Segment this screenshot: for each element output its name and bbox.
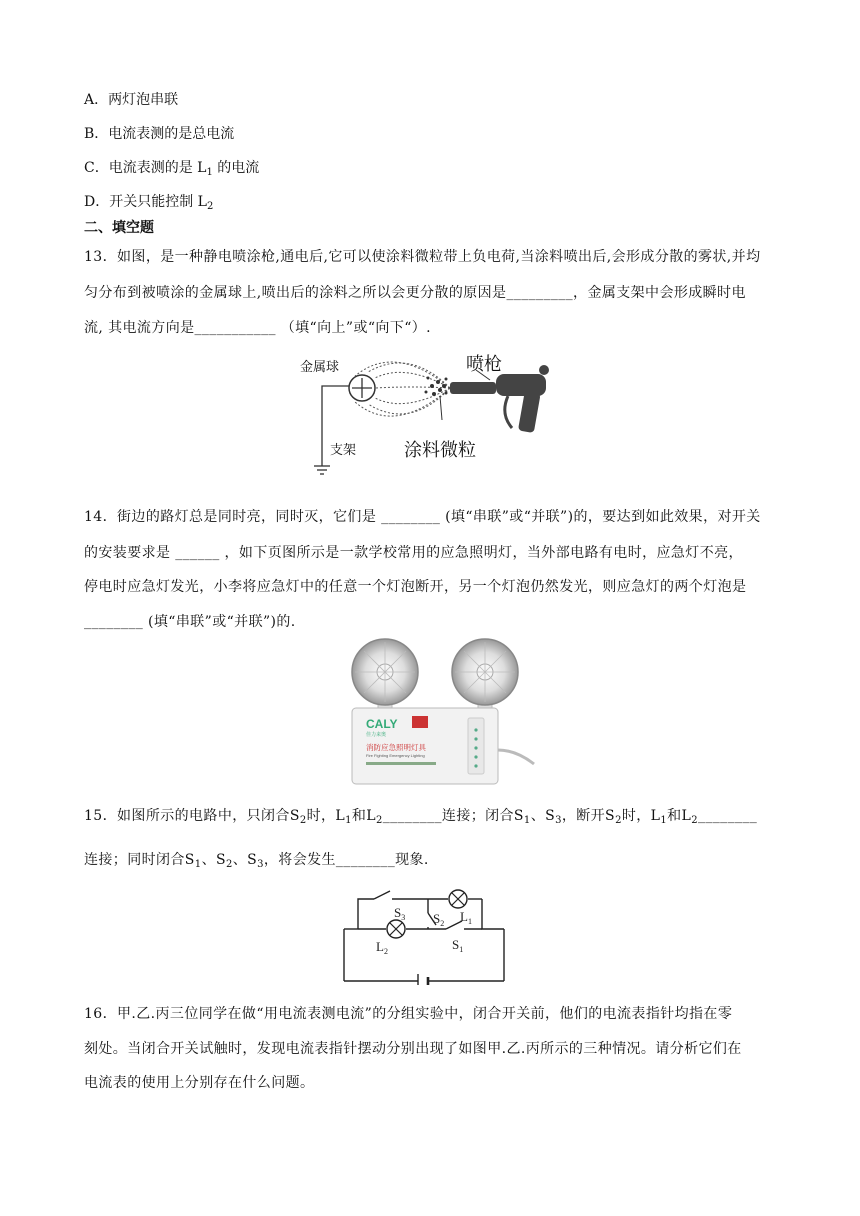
label-l2: $L_2$ — [376, 939, 388, 956]
lamp-right-icon — [452, 639, 518, 708]
q13-line-1: 13．如图，是一种静电喷涂枪,通电后,它可以使涂料微粒带上负电荷,当涂料喷出后,会形成分散的雾状,并均 — [84, 249, 761, 265]
q16-line-1: 16．甲.乙.丙三位同学在做“用电流表测电流”的分组实验中，闭合开关前，他们的电流表指针均指在零 — [84, 1006, 733, 1022]
q14-line-3: 停电时应急灯发光，小李将应急灯中的任意一个灯泡断开，另一个灯泡仍然发光，则应急灯的两个灯泡是 — [84, 579, 747, 595]
option-c: C．电流表测的是 $L_1$ 的电流 — [84, 160, 260, 178]
label-ball: 金属球 — [300, 359, 340, 374]
label-s1: $S_1$ — [452, 937, 464, 954]
lamp-l1-icon — [449, 890, 467, 908]
brand-logo-icon — [412, 716, 428, 728]
q14-line-1: 14．街边的路灯总是同时亮，同时灭，它们是 ________ (填“串联”或“并联”)的，要达到如此效果，对开关 — [84, 509, 761, 525]
q15-line-1: 15．如图所示的电路中，只闭合$S_2$时，$L_1$和$L_2\_\_\_\_\_\_\_\_$连接；闭合$S_1$、$S_3$，断开$S_2$时，$L_1$和$L_2\_\_\_\_\_\_\_\_$ — [84, 808, 758, 826]
emergency-light-figure — [338, 632, 538, 787]
light-subtitle: Fire Fighting Emergency Lighting — [366, 753, 425, 758]
option-d: D．开关只能控制 $L_2$ — [84, 194, 214, 212]
spray-gun-figure — [300, 348, 570, 493]
section-title: 二、填空题 — [84, 220, 154, 236]
label-s3: $S_3$ — [394, 905, 406, 922]
q13-line-2: 匀分布到被喷涂的金属球上,喷出后的涂料之所以会更分散的原因是_________，金属支架中会形成瞬时电 — [84, 285, 746, 301]
label-s2: $S_2$ — [433, 911, 445, 928]
brand-sub: 佳力来奥 — [366, 732, 387, 738]
label-particles: 涂料微粒 — [404, 440, 476, 460]
label-gun: 喷枪 — [466, 354, 502, 374]
q16-line-2: 刻处。当闭合开关试触时，发现电流表指针摆动分别出现了如图甲.乙.丙所示的三种情况。请分析它们在 — [84, 1041, 742, 1057]
option-a: A．两灯泡串联 — [84, 92, 179, 108]
q14-line-4: ________ (填“串联”或“并联”)的. — [84, 614, 296, 630]
lamp-left-icon — [352, 639, 418, 708]
q13-line-3: 流, 其电流方向是___________ （填“向上”或“向下“）. — [84, 320, 432, 336]
label-stand: 支架 — [330, 442, 357, 457]
option-b: B．电流表测的是总电流 — [84, 126, 235, 142]
label-l1: $L_1$ — [460, 909, 472, 926]
brand-text: CALY — [366, 717, 398, 731]
q14-line-2: 的安装要求是 ______ ，如下页图所示是一款学校常用的应急照明灯，当外部电路有电时，应急灯不亮， — [84, 545, 743, 561]
q15-line-2: 连接；同时闭合$S_1$、$S_2$、$S_3$，将会发生________现象. — [84, 852, 429, 870]
lamp-l2-icon — [387, 920, 405, 938]
light-title: 消防应急照明灯具 — [366, 743, 426, 752]
q16-line-3: 电流表的使用上分别存在什么问题。 — [84, 1075, 315, 1091]
spray-gun-icon — [450, 365, 549, 433]
circuit-figure — [336, 885, 516, 985]
